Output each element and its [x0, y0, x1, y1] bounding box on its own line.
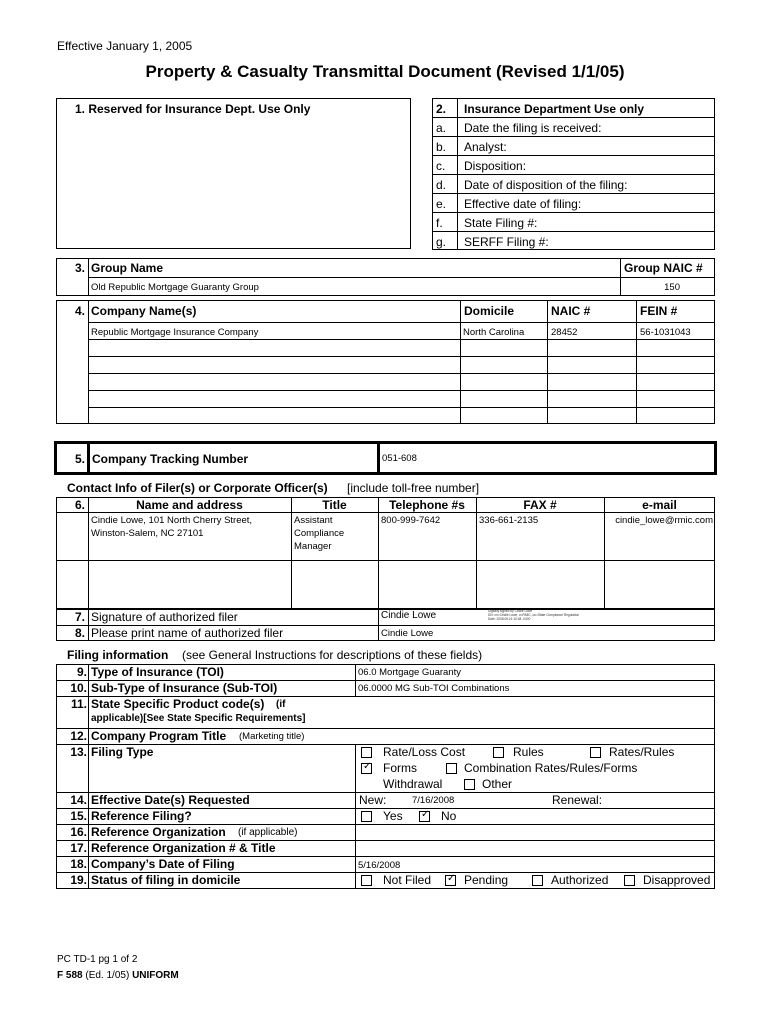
item-d-letter: d. — [436, 178, 447, 192]
contact-fax[interactable]: 336-661-2135 — [479, 515, 539, 526]
rate-loss-label: Rate/Loss Cost — [383, 745, 466, 759]
contact-title-line2[interactable]: Compliance — [294, 528, 345, 539]
telephone-header: Telephone #s — [389, 498, 465, 512]
filing-type-num: 13. — [70, 745, 87, 759]
section-7-num: 7. — [74, 610, 85, 624]
tracking-value[interactable]: 051-608 — [382, 453, 417, 464]
filing-date-label: Company’s Date of Filing — [91, 857, 235, 871]
email-header: e-mail — [642, 498, 677, 512]
company-name-value[interactable]: Republic Mortgage Insurance Company — [91, 327, 259, 338]
status-num: 19. — [70, 873, 87, 887]
contact-name-line1[interactable]: Cindie Lowe, 101 North Cherry Street, — [91, 515, 253, 526]
pending-checkbox[interactable] — [445, 875, 456, 886]
reference-org-note: (if applicable) — [238, 827, 298, 838]
domicile-value[interactable]: North Carolina — [463, 327, 525, 338]
reference-filing-num: 15. — [70, 809, 87, 823]
state-filing-label: State Filing #: — [464, 216, 538, 230]
subtoi-label: Sub-Type of Insurance (Sub-TOI) — [91, 681, 278, 695]
section-1-label: 1. Reserved for Insurance Dept. Use Only — [75, 102, 311, 116]
authorized-checkbox[interactable] — [532, 875, 543, 886]
contact-name-line2[interactable]: Winston-Salem, NC 27101 — [91, 528, 204, 539]
forms-check-icon: ✓ — [363, 761, 372, 772]
section-8-num: 8. — [74, 626, 85, 640]
reference-filing-label: Reference Filing? — [91, 809, 192, 823]
status-label: Status of filing in domicile — [91, 873, 241, 887]
rules-checkbox[interactable] — [493, 747, 504, 758]
filing-heading: Filing information — [67, 648, 169, 662]
rates-rules-checkbox[interactable] — [590, 747, 601, 758]
form-edition: (Ed. 1/05) — [85, 970, 130, 981]
item-g-letter: g. — [436, 235, 447, 249]
effective-dates-num: 14. — [70, 793, 87, 807]
page-title: Property & Casualty Transmittal Document (Revised 1/1/05) — [145, 62, 625, 81]
renewal-label: Renewal: — [552, 793, 603, 807]
combination-checkbox[interactable] — [446, 763, 457, 774]
disposition-label: Disposition: — [464, 159, 527, 173]
contact-title-line3[interactable]: Manager — [294, 541, 332, 552]
serff-filing-label: SERFF Filing #: — [464, 235, 549, 249]
effective-date-label: Effective date of filing: — [464, 197, 582, 211]
program-title-note: (Marketing title) — [239, 731, 305, 742]
new-label: New: — [359, 793, 387, 807]
other-label: Other — [482, 777, 513, 791]
section-2-title: Insurance Department Use only — [464, 102, 645, 116]
reference-org-number-label: Reference Organization # & Title — [91, 841, 276, 855]
product-code-label2: applicable)[See State Specific Requirements] — [91, 713, 306, 724]
print-name-value[interactable]: Cindie Lowe — [381, 628, 434, 639]
contact-email[interactable]: cindie_lowe@rmic.com — [615, 515, 713, 526]
date-disposition-label: Date of disposition of the filing: — [464, 178, 628, 192]
section-4-box — [56, 300, 715, 424]
item-f-letter: f. — [436, 216, 443, 230]
fax-header: FAX # — [523, 498, 557, 512]
rate-loss-checkbox[interactable] — [361, 747, 372, 758]
fein-label: FEIN # — [640, 304, 678, 318]
combination-label: Combination Rates/Rules/Forms — [464, 761, 638, 775]
effective-dates-label: Effective Date(s) Requested — [91, 793, 250, 807]
title-header: Title — [322, 498, 347, 512]
signature-label: Signature of authorized filer — [91, 610, 238, 624]
page-number: PC TD-1 pg 1 of 2 — [57, 954, 138, 965]
naic-label: NAIC # — [551, 304, 591, 318]
signature-value[interactable]: Cindie Lowe — [381, 610, 437, 621]
not-filed-label: Not Filed — [383, 873, 432, 887]
pending-check-icon: ✓ — [447, 873, 456, 884]
product-code-num: 11. — [70, 697, 87, 711]
section-1-box — [56, 98, 411, 249]
form-number: F 588 — [57, 970, 83, 981]
toi-num: 9. — [76, 665, 87, 679]
item-e-letter: e. — [436, 197, 447, 211]
tracking-label: Company Tracking Number — [92, 452, 249, 466]
no-check-icon: ✓ — [421, 809, 430, 820]
reference-org-number-num: 17. — [70, 841, 87, 855]
item-c-letter: c. — [436, 159, 446, 173]
product-code-label: State Specific Product code(s) — [91, 697, 265, 711]
rules-label: Rules — [513, 745, 544, 759]
yes-checkbox[interactable] — [361, 811, 372, 822]
no-label: No — [441, 809, 457, 823]
item-a-letter: a. — [436, 121, 447, 135]
withdrawal-label: Withdrawal — [383, 777, 443, 791]
section-6-num: 6. — [74, 498, 85, 512]
fein-value[interactable]: 56-1031043 — [640, 327, 691, 338]
group-naic-label: Group NAIC # — [624, 261, 703, 275]
section-4-num: 4. — [74, 304, 85, 318]
print-name-label: Please print name of authorized filer — [91, 626, 284, 640]
naic-value[interactable]: 28452 — [551, 327, 578, 338]
toi-label: Type of Insurance (TOI) — [91, 665, 224, 679]
digital-signature-line2: DN: cn=Cindie Lowe, o=RMIC, ou=State Compliance Regulation — [488, 613, 580, 617]
domicile-label: Domicile — [464, 304, 515, 318]
no-checkbox[interactable] — [419, 811, 430, 822]
date-received-label: Date the filing is received: — [464, 121, 602, 135]
forms-checkbox[interactable] — [361, 763, 372, 774]
contact-note: [include toll-free number] — [347, 481, 480, 495]
authorized-label: Authorized — [551, 873, 609, 887]
contact-heading: Contact Info of Filer(s) or Corporate Officer(s) — [67, 481, 328, 495]
program-title-label: Company Program Title — [91, 729, 227, 743]
section-6-box — [56, 497, 715, 609]
reference-org-label: Reference Organization — [91, 825, 226, 839]
disapproved-label: Disapproved — [643, 873, 711, 887]
subtoi-num: 10. — [70, 681, 87, 695]
disapproved-checkbox[interactable] — [624, 875, 635, 886]
rates-rules-label: Rates/Rules — [609, 745, 675, 759]
subtoi-value[interactable]: 06.0000 MG Sub-TOI Combinations — [358, 683, 510, 694]
contact-phone[interactable]: 800-999-7642 — [381, 515, 441, 526]
product-code-if: (if — [276, 699, 286, 710]
filing-type-label: Filing Type — [91, 745, 154, 759]
yes-label: Yes — [383, 809, 403, 823]
pending-label: Pending — [464, 873, 509, 887]
group-naic-value[interactable]: 150 — [664, 282, 680, 293]
company-name-label: Company Name(s) — [91, 304, 197, 318]
forms-label: Forms — [383, 761, 417, 775]
new-date-value[interactable]: 7/16/2008 — [412, 795, 455, 806]
reference-org-num: 16. — [70, 825, 87, 839]
group-name-value[interactable]: Old Republic Mortgage Guaranty Group — [91, 282, 259, 293]
name-address-header: Name and address — [136, 498, 243, 512]
contact-title-line1[interactable]: Assistant — [294, 515, 333, 526]
filing-heading-note: (see General Instructions for descriptions of these fields) — [182, 648, 483, 662]
filing-date-num: 18. — [70, 857, 87, 871]
group-name-label: Group Name — [91, 261, 164, 275]
other-checkbox[interactable] — [464, 779, 475, 790]
item-b-letter: b. — [436, 140, 447, 154]
section-5-num: 5. — [74, 452, 85, 466]
not-filed-checkbox[interactable] — [361, 875, 372, 886]
program-title-num: 12. — [70, 729, 87, 743]
analyst-label: Analyst: — [464, 140, 507, 154]
digital-signature-line1: Digitally signed by Cindie Lowe — [488, 609, 533, 613]
uniform-label: UNIFORM — [132, 970, 179, 981]
section-2-num: 2. — [436, 102, 447, 116]
section-3-num: 3. — [74, 261, 85, 275]
digital-signature-line3: Date: 2008.05.16 10:48 -0400 — [488, 617, 531, 621]
filing-date-value[interactable]: 5/16/2008 — [358, 860, 401, 871]
effective-date: Effective January 1, 2005 — [57, 39, 193, 53]
toi-value[interactable]: 06.0 Mortgage Guaranty — [358, 667, 461, 678]
form-number-line — [57, 970, 179, 981]
